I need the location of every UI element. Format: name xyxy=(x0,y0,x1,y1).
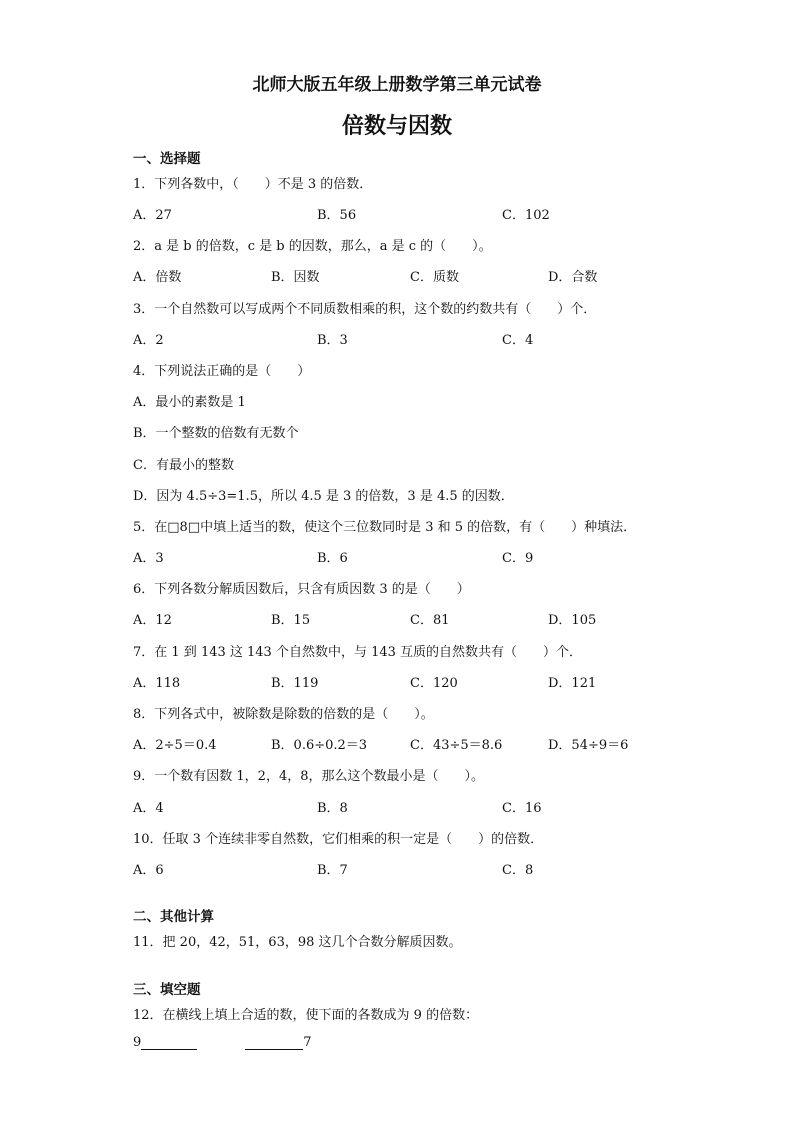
q1-option-c: C．102 xyxy=(502,208,550,223)
question-11: 11．把 20，42，51，63，98 这几个合数分解质因数。 xyxy=(133,935,462,950)
q3-option-a: A．2 xyxy=(133,333,164,348)
q5-option-a: A．3 xyxy=(133,551,164,566)
q3-option-c: C．4 xyxy=(502,333,534,348)
section-heading-fill-blank: 三、填空题 xyxy=(133,982,201,998)
q7-option-a: A．118 xyxy=(133,676,181,691)
q10-option-b: B．7 xyxy=(317,863,348,878)
question-10: 10．任取 3 个连续非零自然数，它们相乘的积一定是（ ）的倍数． xyxy=(133,832,544,847)
q7-option-d: D．121 xyxy=(548,676,597,691)
q9-option-a: A．4 xyxy=(133,801,164,816)
q4-option-d: D．因为 4.5÷3=1.5，所以 4.5 是 3 的倍数，3 是 4.5 的因数． xyxy=(133,489,514,504)
q10-option-c: C．8 xyxy=(502,863,534,878)
fill-blank-row xyxy=(133,1035,312,1050)
q6-option-a: A．12 xyxy=(133,613,172,628)
q3-option-b: B．3 xyxy=(317,333,348,348)
question-6: 6．下列各数分解质因数后，只含有质因数 3 的是（ ） xyxy=(133,582,470,597)
q8-option-d: D．54÷9＝6 xyxy=(548,738,629,753)
q10-option-a: A．6 xyxy=(133,863,164,878)
page-title: 北师大版五年级上册数学第三单元试卷 xyxy=(252,75,542,95)
question-8: 8．下列各式中，被除数是除数的倍数的是（ ）。 xyxy=(133,707,434,722)
q4-option-b: B．一个整数的倍数有无数个 xyxy=(133,426,299,441)
q2-option-c: C．质数 xyxy=(410,270,459,285)
q6-option-d: D．105 xyxy=(548,613,597,628)
q7-option-c: C．120 xyxy=(410,676,458,691)
question-2: 2．a 是 b 的倍数，c 是 b 的因数，那么，a 是 c 的（ ）。 xyxy=(133,239,492,254)
q9-option-b: B．8 xyxy=(317,801,348,816)
q6-option-c: C．81 xyxy=(410,613,450,628)
blank-2-line[interactable] xyxy=(245,1036,303,1050)
question-1: 1．下列各数中，（ ）不是 3 的倍数． xyxy=(133,177,373,192)
q1-option-a: A．27 xyxy=(133,208,172,223)
q6-option-b: B．15 xyxy=(271,613,311,628)
q4-option-a: A．最小的素数是 1 xyxy=(133,395,246,410)
q2-option-a: A．倍数 xyxy=(133,270,182,285)
q9-option-c: C．16 xyxy=(502,801,542,816)
page-subtitle: 倍数与因数 xyxy=(341,114,452,139)
blank-1-line[interactable] xyxy=(141,1036,197,1050)
section-heading-choice: 一、选择题 xyxy=(133,151,201,167)
q7-option-b: B．119 xyxy=(271,676,319,691)
q1-option-b: B．56 xyxy=(317,208,357,223)
question-9: 9．一个数有因数 1，2，4，8，那么这个数最小是（ ）。 xyxy=(133,769,484,784)
q4-option-c: C．有最小的整数 xyxy=(133,458,234,473)
q5-option-c: C．9 xyxy=(502,551,534,566)
question-4: 4．下列说法正确的是（ ） xyxy=(133,364,311,379)
q5-option-b: B．6 xyxy=(317,551,348,566)
section-heading-calculation: 二、其他计算 xyxy=(133,909,214,925)
q2-option-d: D．合数 xyxy=(548,270,598,285)
q2-option-b: B．因数 xyxy=(271,270,320,285)
blank-1-prefix: 9 xyxy=(133,1035,142,1050)
q8-option-c: C．43÷5＝8.6 xyxy=(410,738,503,753)
q8-option-a: A．2÷5＝0.4 xyxy=(133,738,217,753)
question-5: 5．在□8□中填上适当的数，使这个三位数同时是 3 和 5 的倍数，有（ ）种填法． xyxy=(133,520,637,535)
question-7: 7．在 1 到 143 这 143 个自然数中，与 143 互质的自然数共有（ ）个． xyxy=(133,645,583,660)
question-3: 3．一个自然数可以写成两个不同质数相乘的积，这个数的约数共有（ ）个． xyxy=(133,302,597,317)
question-12: 12．在横线上填上合适的数，使下面的各数成为 9 的倍数： xyxy=(133,1008,479,1023)
blank-2-suffix: 7 xyxy=(303,1035,312,1050)
q8-option-b: B．0.6÷0.2＝3 xyxy=(271,738,368,753)
